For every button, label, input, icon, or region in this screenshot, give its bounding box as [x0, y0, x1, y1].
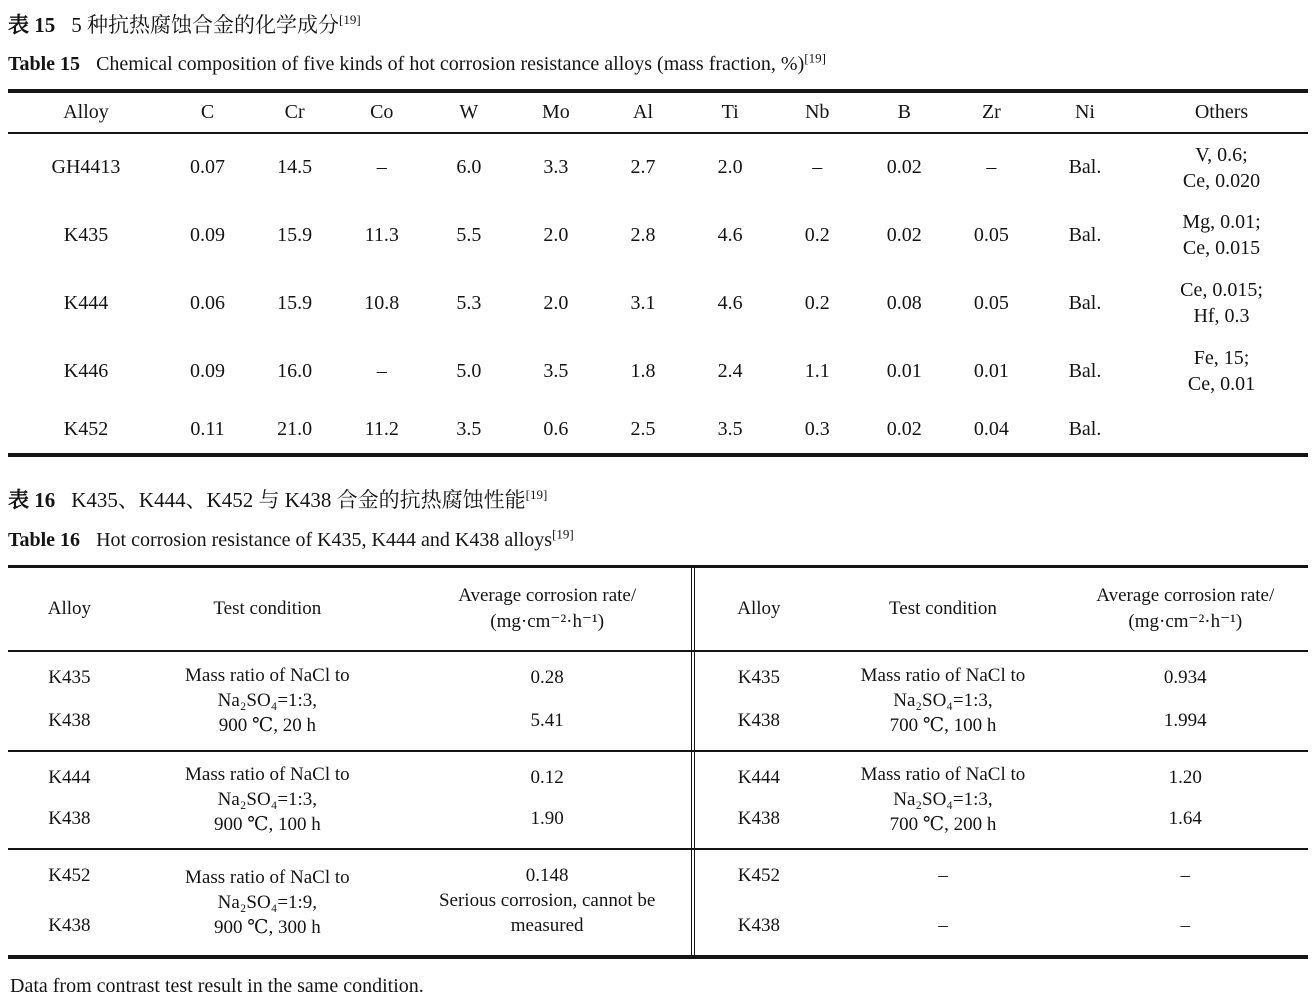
others-line1: Ce, 0.015;	[1180, 279, 1263, 302]
condition-line: Na₂SO₄=1:3,	[893, 690, 993, 712]
rate-cell	[1063, 850, 1308, 955]
cell-mo: 2.0	[543, 291, 569, 314]
col-others: Others	[1135, 91, 1308, 133]
others-line1: Fe, 15;	[1193, 347, 1250, 370]
cell-cr: 16.0	[277, 359, 313, 382]
group3-left	[8, 850, 691, 955]
rate-value: 0.148	[525, 864, 569, 886]
rate-value: 1.64	[1168, 807, 1202, 829]
condition-line: Mass ratio of NaCl to	[860, 664, 1026, 686]
col-nb: Nb	[774, 91, 861, 133]
table15-caption-zh	[8, 12, 1308, 39]
condition-cell	[823, 752, 1062, 848]
rate-header-line1: Average corrosion rate/	[1096, 584, 1275, 606]
group2-left	[8, 752, 691, 848]
cell-nb: 0.2	[804, 223, 830, 246]
cell-mo: 0.6	[543, 417, 569, 440]
cell-others	[1135, 201, 1308, 269]
table15-caption-en	[8, 51, 1308, 77]
cell-nb: –	[812, 156, 823, 179]
alloy-name: K438	[737, 914, 781, 936]
condition-line: 700 ℃, 200 h	[889, 814, 997, 836]
cell-c: 0.09	[190, 223, 226, 246]
rate-cell	[1063, 652, 1308, 750]
cell-others	[1135, 133, 1308, 201]
cell-b: 0.08	[886, 291, 922, 314]
cell-b: 0.02	[886, 417, 922, 440]
cell-alloy: GH4413	[51, 156, 121, 179]
rate-value: 0.12	[530, 766, 564, 788]
cell-w: 3.5	[456, 417, 482, 440]
table16-caption-en-text: Hot corrosion resistance of K435, K444 and K438 alloys	[96, 528, 553, 551]
condition-line: Mass ratio of NaCl to	[185, 866, 350, 888]
col-ti: Ti	[687, 91, 774, 133]
cell-others	[1135, 337, 1308, 405]
alloy-cell	[8, 850, 131, 955]
rate-value: Serious corrosion, cannot be measured	[438, 889, 656, 936]
alloy-name: K438	[48, 807, 91, 829]
rate-header-line1: Average corrosion rate/	[458, 584, 637, 606]
cell-alloy: K452	[63, 417, 109, 440]
col-zr: Zr	[948, 91, 1035, 133]
cell-ti: 4.6	[717, 291, 743, 314]
condition-line: Na₂SO₄=1:3,	[217, 789, 318, 811]
table15-caption-en-text: Chemical composition of five kinds of hot corrosion resistance alloys (mass fraction, %)	[96, 53, 805, 76]
cell-c: 0.11	[190, 417, 225, 440]
table-row	[8, 337, 1308, 405]
condition-dash: –	[938, 864, 948, 886]
cell-ti: 2.0	[717, 156, 743, 179]
condition-cell	[823, 850, 1062, 955]
table16-header-right	[691, 568, 1309, 650]
cell-w: 5.5	[456, 223, 482, 246]
rate-cell	[404, 652, 691, 750]
cell-alloy: K446	[63, 359, 109, 382]
condition-line: Na₂SO₄=1:3,	[217, 690, 318, 712]
rate-value: 5.41	[530, 709, 564, 731]
rate-cell	[404, 752, 691, 848]
cell-cr: 14.5	[277, 156, 313, 179]
others-line1: Mg, 0.01;	[1182, 211, 1261, 234]
cell-zr: 0.05	[973, 223, 1009, 246]
table15-caption-zh-label: 表 15	[8, 13, 56, 37]
cell-nb: 0.3	[804, 417, 830, 440]
alloy-name: K435	[737, 666, 781, 688]
col-w: W	[425, 91, 512, 133]
condition-cell	[131, 752, 404, 848]
table-row	[8, 405, 1308, 455]
condition-line: Mass ratio of NaCl to	[185, 664, 350, 686]
col-b: B	[861, 91, 948, 133]
rate-value: 1.20	[1168, 766, 1202, 788]
alloy-name: K438	[48, 914, 91, 936]
cell-zr: 0.05	[973, 291, 1009, 314]
table15-caption-en-label: Table 15	[8, 53, 81, 76]
cell-ti: 4.6	[717, 223, 743, 246]
condition-line: 900 ℃, 20 h	[218, 715, 316, 737]
rate-cell	[404, 850, 691, 955]
cell-co: 11.3	[364, 223, 399, 246]
alloy-name: K444	[48, 766, 91, 788]
cell-ti: 3.5	[717, 417, 743, 440]
table16-caption-zh-ref: [19]	[525, 487, 548, 503]
table16-caption-zh	[8, 487, 1308, 514]
alloy-cell	[695, 752, 824, 848]
group2-right	[691, 752, 1309, 848]
cell-b: 0.02	[886, 156, 922, 179]
cell-ni: Bal.	[1068, 291, 1102, 314]
table16-group-2	[8, 750, 1308, 848]
cell-al: 3.1	[630, 291, 656, 314]
col-alloy: Alloy	[737, 597, 781, 619]
condition-line: Na₂SO₄=1:3,	[893, 789, 993, 811]
cell-mo: 3.5	[543, 359, 569, 382]
others-line2: Ce, 0.015	[1182, 237, 1261, 260]
alloy-name: K438	[737, 807, 781, 829]
alloy-name: K452	[737, 864, 781, 886]
col-mo: Mo	[512, 91, 599, 133]
table16-caption-en-ref: [19]	[552, 525, 574, 541]
alloy-cell	[695, 652, 824, 750]
alloy-name: K444	[737, 766, 781, 788]
cell-zr: –	[986, 156, 997, 179]
group1-right	[691, 652, 1309, 750]
table16-header-row	[8, 568, 1308, 652]
col-c: C	[164, 91, 251, 133]
table15-caption-zh-ref: [19]	[339, 12, 361, 27]
alloy-name: K438	[48, 709, 91, 731]
cell-b: 0.02	[886, 223, 922, 246]
condition-line: Mass ratio of NaCl to	[185, 763, 350, 785]
cell-cr: 15.9	[277, 291, 313, 314]
cell-w: 5.3	[456, 291, 482, 314]
cell-ti: 2.4	[717, 359, 743, 382]
group1-left	[8, 652, 691, 750]
cell-w: 5.0	[456, 359, 482, 382]
others-line2: Hf, 0.3	[1193, 305, 1250, 328]
condition-cell	[131, 850, 404, 955]
others-line1: V, 0.6;	[1195, 143, 1248, 166]
table16-caption-zh-label: 表 16	[8, 488, 56, 513]
cell-b: 0.01	[886, 359, 922, 382]
cell-others	[1135, 405, 1308, 455]
cell-mo: 2.0	[543, 223, 569, 246]
condition-line: 700 ℃, 100 h	[889, 715, 997, 737]
col-cr: Cr	[251, 91, 338, 133]
condition-line: Mass ratio of NaCl to	[860, 763, 1026, 785]
rate-value: –	[1180, 914, 1191, 936]
cell-nb: 0.2	[804, 291, 830, 314]
condition-line: 900 ℃, 300 h	[213, 916, 321, 938]
cell-c: 0.07	[190, 156, 226, 179]
col-alloy: Alloy	[8, 91, 164, 133]
cell-c: 0.09	[190, 359, 226, 382]
cell-cr: 15.9	[277, 223, 313, 246]
col-ni: Ni	[1035, 91, 1135, 133]
col-al: Al	[599, 91, 686, 133]
table15-caption-en-ref: [19]	[804, 50, 826, 66]
rate-cell	[1063, 752, 1308, 848]
others-line2: Ce, 0.01	[1187, 373, 1256, 396]
rate-header-line2: (mg·cm⁻²·h⁻¹)	[1128, 610, 1243, 632]
rate-value: 1.994	[1163, 709, 1207, 731]
table15-caption-zh-text: 5 种抗热腐蚀合金的化学成分	[71, 13, 339, 37]
table16-header-left	[8, 568, 691, 650]
cell-others	[1135, 269, 1308, 337]
cell-zr: 0.01	[973, 359, 1009, 382]
cell-ni: Bal.	[1068, 156, 1102, 179]
condition-dash: –	[938, 914, 948, 936]
table-row	[8, 201, 1308, 269]
table16-caption-en-label: Table 16	[8, 528, 81, 551]
table16-caption-en	[8, 527, 1308, 553]
table16-group-1	[8, 652, 1308, 750]
col-co: Co	[338, 91, 425, 133]
table16-caption-zh-text: K435、K444、K452 与 K438 合金的抗热腐蚀性能	[71, 488, 526, 513]
cell-alloy: K444	[63, 291, 109, 314]
table-row	[8, 133, 1308, 201]
rate-header-line2: (mg·cm⁻²·h⁻¹)	[490, 610, 605, 632]
cell-al: 2.7	[630, 156, 656, 179]
alloy-name: K452	[48, 864, 91, 886]
rate-value: –	[1180, 864, 1191, 886]
col-corrosion-rate	[404, 568, 691, 650]
alloy-cell	[695, 850, 824, 955]
cell-al: 2.5	[630, 417, 656, 440]
others-line2: Ce, 0.020	[1182, 169, 1261, 192]
rate-value: 0.934	[1163, 666, 1207, 688]
cell-alloy: K435	[63, 223, 109, 246]
rate-value: 1.90	[530, 807, 564, 829]
alloy-name: K435	[48, 666, 91, 688]
group3-right	[691, 850, 1309, 955]
table15-chemical-composition	[8, 89, 1308, 457]
cell-w: 6.0	[456, 156, 482, 179]
rate-value: 0.28	[530, 666, 564, 688]
cell-ni: Bal.	[1068, 223, 1102, 246]
col-test-condition: Test condition	[213, 597, 322, 619]
cell-zr: 0.04	[973, 417, 1009, 440]
alloy-cell	[8, 652, 131, 750]
cell-ni: Bal.	[1068, 417, 1102, 440]
footnote: Data from contrast test result in the same condition.	[10, 974, 424, 997]
alloy-cell	[8, 752, 131, 848]
cell-mo: 3.3	[543, 156, 569, 179]
cell-co: –	[376, 156, 387, 179]
table-row	[8, 269, 1308, 337]
cell-al: 2.8	[630, 223, 656, 246]
col-test-condition: Test condition	[889, 597, 997, 619]
cell-co: 10.8	[364, 291, 400, 314]
cell-co: 11.2	[364, 417, 399, 440]
condition-line: 900 ℃, 100 h	[213, 814, 321, 836]
table16-hot-corrosion-resistance	[8, 565, 1308, 959]
cell-c: 0.06	[190, 291, 226, 314]
alloy-name: K438	[737, 709, 781, 731]
condition-line: Na₂SO₄=1:9,	[217, 891, 318, 913]
table16-group-3	[8, 848, 1308, 955]
col-corrosion-rate	[1063, 568, 1308, 650]
cell-cr: 21.0	[277, 417, 313, 440]
table15-header-row	[8, 91, 1308, 133]
col-alloy: Alloy	[47, 597, 92, 619]
cell-al: 1.8	[630, 359, 656, 382]
cell-ni: Bal.	[1068, 359, 1102, 382]
condition-cell	[823, 652, 1062, 750]
condition-cell	[131, 652, 404, 750]
cell-co: –	[376, 359, 387, 382]
cell-nb: 1.1	[804, 359, 830, 382]
